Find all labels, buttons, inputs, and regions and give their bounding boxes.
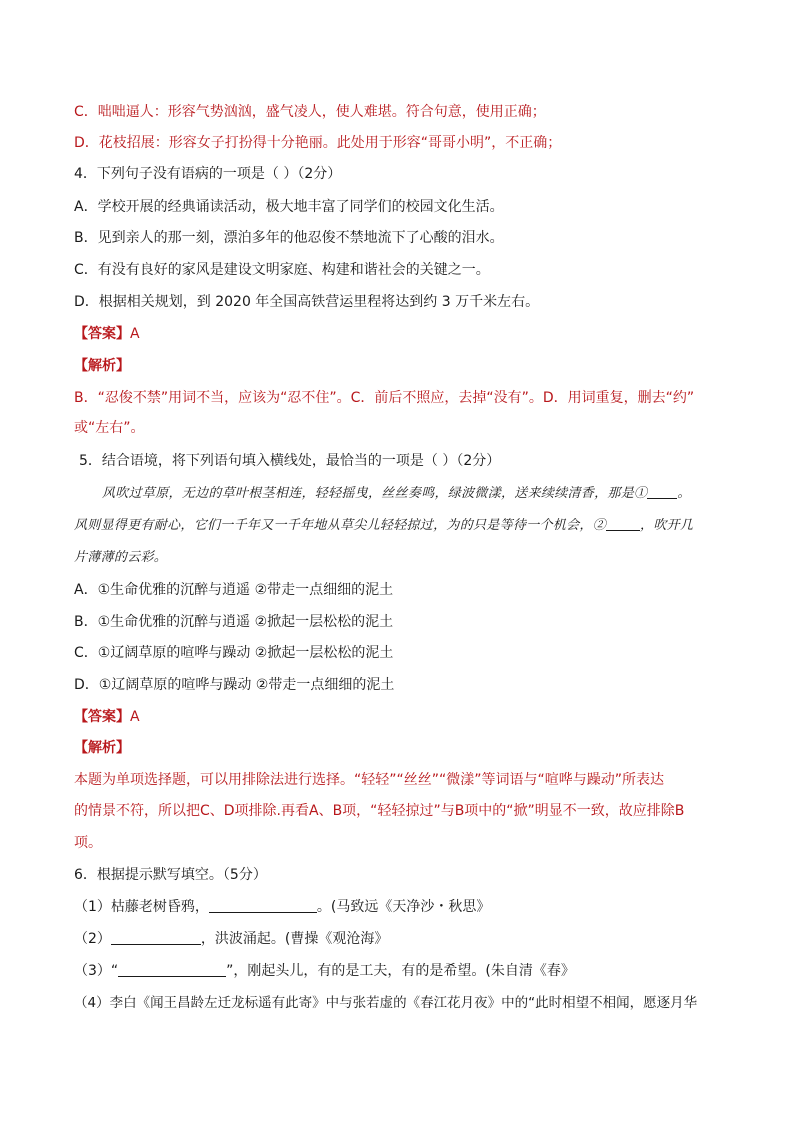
q4-option-a: A．学校开展的经典诵读活动，极大地丰富了同学们的校园文化生活。 bbox=[74, 199, 504, 215]
item-text: （1）枯藤老树昏鸦， bbox=[74, 899, 209, 915]
analysis-tag: 【解析】 bbox=[74, 358, 130, 374]
answer-value: A bbox=[130, 709, 140, 725]
answer-tag: 【答案】 bbox=[74, 326, 130, 342]
item-text: （3）“ bbox=[74, 963, 119, 979]
q4-option-b: B．见到亲人的那一刻，漂泊多年的他忍俊不禁地流下了心酸的泪水。 bbox=[74, 230, 504, 246]
q3-option-c-explanation: C．咄咄逼人：形容气势汹汹，盛气凌人，使人难堪。符合句意，使用正确； bbox=[74, 104, 546, 120]
q3-option-d-explanation: D．花枝招展：形容女子打扮得十分艳丽。此处用于形容“哥哥小明”，不正确； bbox=[74, 135, 562, 151]
q5-passage-line-2 bbox=[74, 516, 693, 536]
fill-blank bbox=[209, 898, 317, 913]
q5-option-a: A．①生命优雅的沉醉与逍遥 ②带走一点细细的泥土 bbox=[74, 582, 394, 598]
q5-analysis-line-2: 的情景不符，所以把C、D项排除.再看A、B项，“轻轻掠过”与B项中的“掀”明显不一致，故应排除B bbox=[74, 803, 685, 819]
q4-option-d: D．根据相关规划，到 2020 年全国高铁营运里程将达到约 3 万千米左右。 bbox=[74, 294, 540, 310]
q4-answer bbox=[74, 324, 140, 344]
q6-item-2 bbox=[74, 929, 388, 949]
q6-item-1 bbox=[74, 897, 490, 917]
q5-option-b: B．①生命优雅的沉醉与逍遥 ②掀起一层松松的泥土 bbox=[74, 614, 394, 630]
q5-analysis-line-1: 本题为单项选择题，可以用排除法进行选择。“轻轻”“丝丝”“微漾”等词语与“喧哗与躁动”所表达 bbox=[74, 772, 665, 788]
q5-analysis-tag bbox=[74, 738, 130, 758]
item-text: （2） bbox=[74, 931, 111, 947]
answer-tag: 【答案】 bbox=[74, 709, 130, 725]
q4-stem: 4．下列句子没有语病的一项是（ ）（2分） bbox=[74, 166, 342, 182]
fill-blank bbox=[111, 930, 201, 945]
q4-analysis-tag bbox=[74, 356, 130, 376]
passage-text: 风则显得更有耐心，它们一千年又一千年地从草尖儿轻轻掠过，为的只是等待一个机会，② bbox=[74, 518, 607, 533]
q4-analysis-line-1: B．“忍俊不禁”用词不当，应该为“忍不住”。C．前后不照应，去掉“没有”。D．用词重复，删去“约” bbox=[74, 390, 695, 406]
q4-analysis-line-2: 或“左右”。 bbox=[74, 420, 145, 436]
q5-option-c: C．①辽阔草原的喧哗与躁动 ②掀起一层松松的泥土 bbox=[74, 645, 394, 661]
q5-option-d: D．①辽阔草原的喧哗与躁动 ②带走一点细细的泥土 bbox=[74, 677, 395, 693]
q4-option-c: C．有没有良好的家风是建设文明家庭、构建和谐社会的关键之一。 bbox=[74, 262, 490, 278]
item-text: ，洪波涌起。(曹操《观沧海》 bbox=[200, 931, 389, 947]
q5-passage-line-1 bbox=[102, 484, 691, 504]
passage-text: 风吹过草原，无边的草叶根茎相连，轻轻摇曳，丝丝奏鸣，绿波微漾，送来续续清香，那是① bbox=[102, 486, 648, 501]
q6-item-4: （4）李白《闻王昌龄左迁龙标遥有此寄》中与张若虚的《春江花月夜》中的“此时相望不相闻，愿逐月华 bbox=[74, 995, 698, 1011]
analysis-tag: 【解析】 bbox=[74, 740, 130, 756]
passage-text: ，吹开几 bbox=[640, 518, 694, 533]
fill-blank bbox=[118, 962, 226, 977]
blank-1 bbox=[647, 484, 677, 499]
item-text: 。(马致远《天净沙・秋思》 bbox=[316, 899, 491, 915]
q6-item-3 bbox=[74, 961, 575, 981]
q5-analysis-line-3: 项。 bbox=[74, 835, 102, 851]
q6-stem: 6．根据提示默写填空。（5分） bbox=[74, 867, 267, 883]
blank-2 bbox=[606, 516, 640, 531]
passage-text: 。 bbox=[677, 486, 691, 501]
q5-passage-line-3: 片薄薄的云彩。 bbox=[74, 550, 168, 565]
item-text: ”，刚起头儿，有的是工夫，有的是希望。(朱自清《春》 bbox=[226, 963, 575, 979]
q5-stem: 5．结合语境，将下列语句填入横线处，最恰当的一项是（ ）（2分） bbox=[79, 453, 501, 469]
answer-value: A bbox=[130, 326, 140, 342]
q5-answer bbox=[74, 707, 140, 727]
